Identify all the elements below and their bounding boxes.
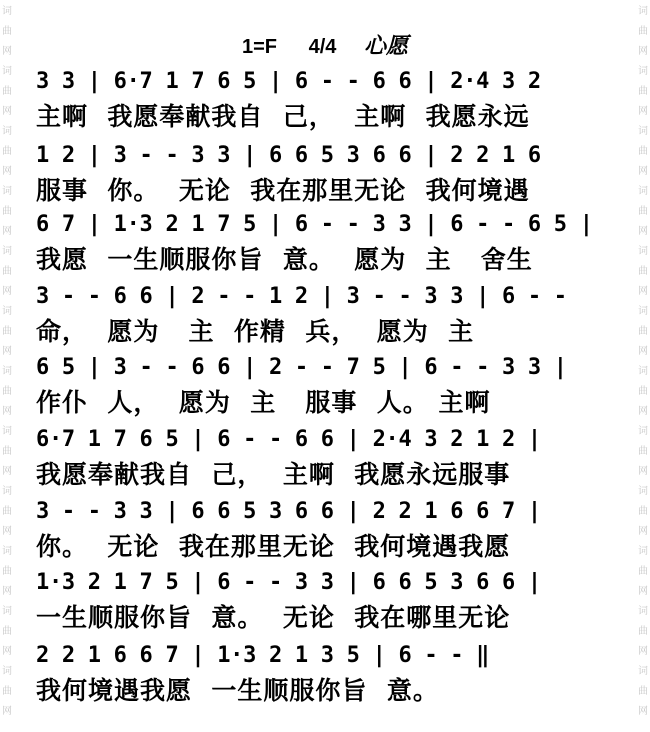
notation-line-1: 3 3 | 6·7 1 7 6 5 | 6 - - 6 6 | 2·4 3 2 [36,69,541,94]
watermark-glyph: 网 [2,646,12,657]
watermark-glyph: 曲 [2,146,12,157]
watermark-glyph: 词 [2,6,12,17]
watermark-glyph: 曲 [2,446,12,457]
lyric-line-1: 主啊 我愿奉献我自 己， 主啊 我愿永远 [36,102,530,131]
watermark-right [636,0,650,732]
notation-line-9: 2 2 1 6 6 7 | 1·3 2 1 3 5 | 6 - - ‖ [36,643,490,668]
watermark-glyph: 曲 [638,266,648,277]
lyric-line-7: 你。 无论 我在那里无论 我何境遇我愿 [36,532,511,561]
watermark-glyph: 网 [2,706,12,717]
watermark-glyph: 词 [2,246,12,257]
watermark-glyph: 网 [638,106,648,117]
watermark-glyph: 词 [638,66,648,77]
watermark-glyph: 网 [638,406,648,417]
watermark-glyph: 网 [2,166,12,177]
watermark-glyph: 网 [2,226,12,237]
lyric-line-5: 作仆 人， 愿为 主 服事 人。 主啊 [36,388,491,417]
watermark-glyph: 网 [2,346,12,357]
song-title: 心愿 [363,33,408,59]
watermark-glyph: 网 [638,346,648,357]
notation-line-5: 6 5 | 3 - - 6 6 | 2 - - 7 5 | 6 - - 3 3 | [36,355,567,380]
watermark-glyph: 曲 [638,326,648,337]
watermark-glyph: 词 [638,186,648,197]
watermark-glyph: 网 [2,586,12,597]
watermark-glyph: 网 [638,166,648,177]
watermark-glyph: 词 [638,246,648,257]
watermark-glyph: 曲 [638,26,648,37]
watermark-glyph: 曲 [638,146,648,157]
notation-line-8: 1·3 2 1 7 5 | 6 - - 3 3 | 6 6 5 3 6 6 | [36,570,541,595]
watermark-glyph: 词 [638,546,648,557]
watermark-glyph: 词 [2,366,12,377]
score-header [0,34,650,59]
lyric-line-8: 一生顺服你旨 意。 无论 我在哪里无论 [36,603,511,632]
watermark-glyph: 曲 [2,86,12,97]
watermark-glyph: 曲 [638,686,648,697]
notation-line-4: 3 - - 6 6 | 2 - - 1 2 | 3 - - 3 3 | 6 - - [36,284,567,309]
notation-line-6: 6·7 1 7 6 5 | 6 - - 6 6 | 2·4 3 2 1 2 | [36,427,541,452]
watermark-glyph: 曲 [638,506,648,517]
watermark-glyph: 词 [638,126,648,137]
watermark-glyph: 词 [2,426,12,437]
watermark-glyph: 词 [638,426,648,437]
watermark-glyph: 曲 [2,266,12,277]
watermark-glyph: 曲 [2,506,12,517]
watermark-glyph: 词 [2,666,12,677]
watermark-glyph: 词 [638,6,648,17]
watermark-glyph: 网 [2,106,12,117]
watermark-glyph: 曲 [638,446,648,457]
lyric-line-9: 我何境遇我愿 一生顺服你旨 意。 [36,676,439,705]
lyric-line-6: 我愿奉献我自 己， 主啊 我愿永远服事 [36,460,511,489]
watermark-glyph: 曲 [638,626,648,637]
time-signature: 4/4 [308,36,337,58]
watermark-glyph: 词 [638,366,648,377]
watermark-glyph: 网 [638,466,648,477]
watermark-glyph: 词 [2,66,12,77]
watermark-glyph: 网 [638,526,648,537]
watermark-left [0,0,14,732]
notation-line-2: 1 2 | 3 - - 3 3 | 6 6 5 3 6 6 | 2 2 1 6 [36,143,541,168]
lyric-line-2: 服事 你。 无论 我在那里无论 我何境遇 [36,176,530,205]
watermark-glyph: 网 [2,286,12,297]
watermark-glyph: 曲 [638,86,648,97]
notation-line-7: 3 - - 3 3 | 6 6 5 3 6 6 | 2 2 1 6 6 7 | [36,499,541,524]
watermark-glyph: 网 [2,46,12,57]
watermark-glyph: 网 [2,406,12,417]
watermark-glyph: 词 [2,546,12,557]
watermark-glyph: 网 [638,286,648,297]
watermark-glyph: 网 [638,226,648,237]
watermark-glyph: 词 [2,306,12,317]
watermark-glyph: 词 [638,306,648,317]
watermark-glyph: 曲 [2,206,12,217]
watermark-glyph: 曲 [638,206,648,217]
watermark-glyph: 词 [638,606,648,617]
watermark-glyph: 词 [2,126,12,137]
lyric-line-3: 我愿 一生顺服你旨 意。 愿为 主 舍生 [36,245,533,274]
watermark-glyph: 曲 [2,626,12,637]
watermark-glyph: 曲 [2,566,12,577]
watermark-glyph: 曲 [2,686,12,697]
watermark-glyph: 网 [638,586,648,597]
watermark-glyph: 词 [2,606,12,617]
watermark-glyph: 曲 [2,386,12,397]
key-signature: 1=F [242,36,278,58]
lyric-line-4: 命， 愿为 主 作精 兵， 愿为 主 [36,317,475,346]
watermark-glyph: 词 [2,486,12,497]
watermark-glyph: 曲 [2,326,12,337]
watermark-glyph: 网 [638,46,648,57]
watermark-glyph: 曲 [638,566,648,577]
watermark-glyph: 词 [2,186,12,197]
notation-line-3: 6 7 | 1·3 2 1 7 5 | 6 - - 3 3 | 6 - - 6 5 | [36,212,593,237]
watermark-glyph: 网 [2,466,12,477]
watermark-glyph: 曲 [638,386,648,397]
watermark-glyph: 词 [638,666,648,677]
watermark-glyph: 词 [638,486,648,497]
watermark-glyph: 曲 [2,26,12,37]
watermark-glyph: 网 [638,646,648,657]
watermark-glyph: 网 [638,706,648,717]
watermark-glyph: 网 [2,526,12,537]
